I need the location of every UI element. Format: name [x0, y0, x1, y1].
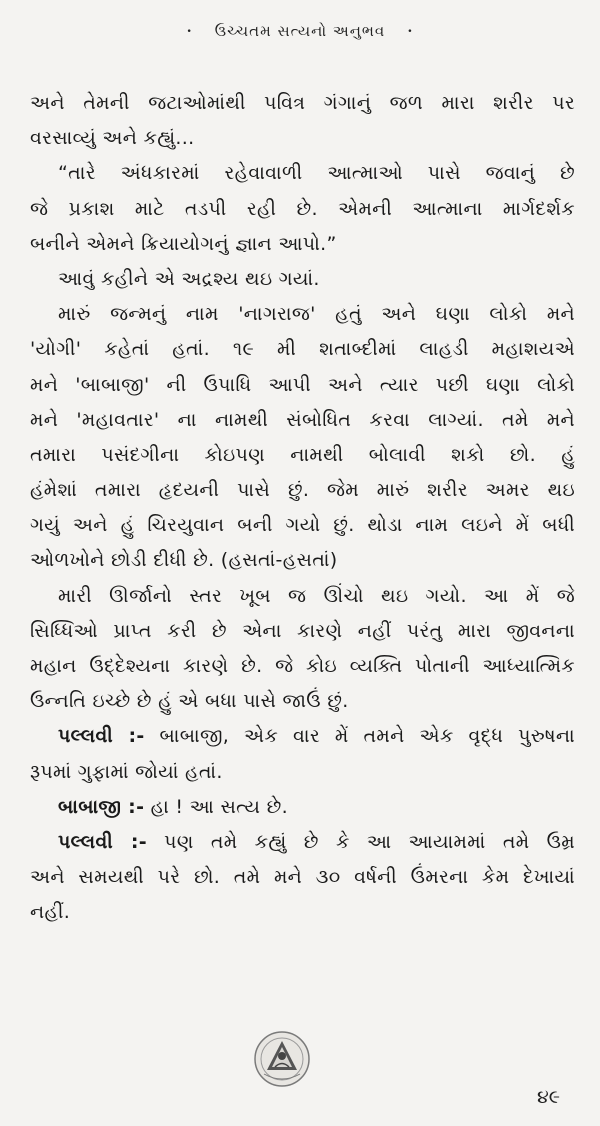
- dialogue-line: [30, 790, 575, 825]
- text-line: મને 'બાબાજી' ની ઉપાધિ આપી અને ત્યાર પછી ઘણા લોકો: [30, 373, 575, 396]
- emblem-logo-icon: [253, 1030, 311, 1088]
- dialogue-text: પણ તમે કહ્યું છે કે આ આયામમાં તમે ઉમ્ર: [164, 830, 575, 853]
- text-line: આવું કહીને એ અદ્રશ્ય થઇ ગયાં.: [58, 267, 320, 290]
- header-bullet-right: •: [407, 26, 414, 37]
- dialogue-line: [30, 719, 575, 754]
- text-line: વરસાવ્યું અને કહ્યું...: [30, 127, 195, 150]
- dialogue-text: હા ! આ સત્ય છે.: [150, 795, 288, 818]
- header-title: ઉચ્ચતમ સત્યનો અનુભવ: [214, 22, 386, 40]
- emblem-logo: [253, 1030, 311, 1088]
- dialogue-line: રૂપમાં ગુફામાં જોયાં હતાં.: [30, 760, 223, 783]
- page-body: [30, 86, 575, 931]
- speaker-name: પલ્લવી :-: [58, 725, 145, 748]
- text-line: બનીને એમને ક્રિયાયોગનું જ્ઞાન આપો.”: [30, 232, 337, 255]
- text-line: સિધ્ધિઓ પ્રાપ્ત કરી છે એના કારણે નહીં પરંતુ મારા જીવનના: [30, 619, 575, 642]
- text-line: મારું જન્મનું નામ 'નાગરાજ' હતું અને ઘણા લોકો મને: [58, 303, 575, 326]
- text-line: મહાન ઉદ્દેશ્યના કારણે છે. જે કોઇ વ્યક્તિ પોતાની આધ્યાત્મિક: [30, 655, 575, 677]
- dialogue-line: અને સમયથી પરે છો. તમે મને ૩૦ વર્ષની ઉંમરના કેમ દેખાયાં: [30, 866, 575, 889]
- text-line: 'યોગી' કહેતાં હતાં. ૧૯ મી શતાબ્દીમાં લાહડી મહાશયએ: [30, 338, 575, 361]
- running-header: [0, 22, 600, 40]
- text-line: મને 'મહાવતાર' ના નામથી સંબોધિત કરવા લાગ્યાં. તમે મને: [30, 408, 575, 431]
- text-line: મારી ઊર્જાનો સ્તર ખૂબ જ ઊંચો થઇ ગયો. આ મેં જે: [58, 584, 575, 607]
- text-line: ઉન્નતિ ઇચ્છે છે હું એ બધા પાસે જાઉં છું.: [30, 690, 349, 713]
- text-line: ગયું અને હું ચિરયુવાન બની ગયો છું. થોડા નામ લઇને મેં બધી: [30, 514, 575, 537]
- speaker-name: બાબાજી :-: [58, 795, 145, 818]
- text-line: ઓળખોને છોડી દીધી છે. (હસતાં-હસતાં): [30, 549, 338, 572]
- header-bullet-left: •: [186, 26, 193, 37]
- text-line: “તારે અંધકારમાં રહેવાવાળી આત્માઓ પાસે જવાનું છે: [58, 162, 575, 185]
- page-number: ૪૯: [536, 1086, 560, 1108]
- text-line: તમારા પસંદગીના કોઇપણ નામથી બોલાવી શકો છો. હું: [30, 443, 575, 466]
- text-line: અને તેમની જટાઓમાંથી પવિત્ર ગંગાનું જળ મારા શરીર પર: [30, 92, 575, 114]
- text-line: જે પ્રકાશ માટે તડપી રહી છે. એમની આત્માના માર્ગદર્શક: [30, 197, 575, 220]
- dialogue-text: બાબાજી, એક વાર મેં તમને એક વૃદ્ધ પુરુષના: [159, 725, 575, 748]
- dialogue-line: નહીં.: [30, 901, 71, 924]
- text-line: હંમેશાં તમારા હૃદયની પાસે છું. જેમ મારું શરીર અમર થઇ: [30, 479, 575, 502]
- dialogue-line: [30, 825, 575, 860]
- speaker-name: પલ્લવી :-: [58, 830, 147, 853]
